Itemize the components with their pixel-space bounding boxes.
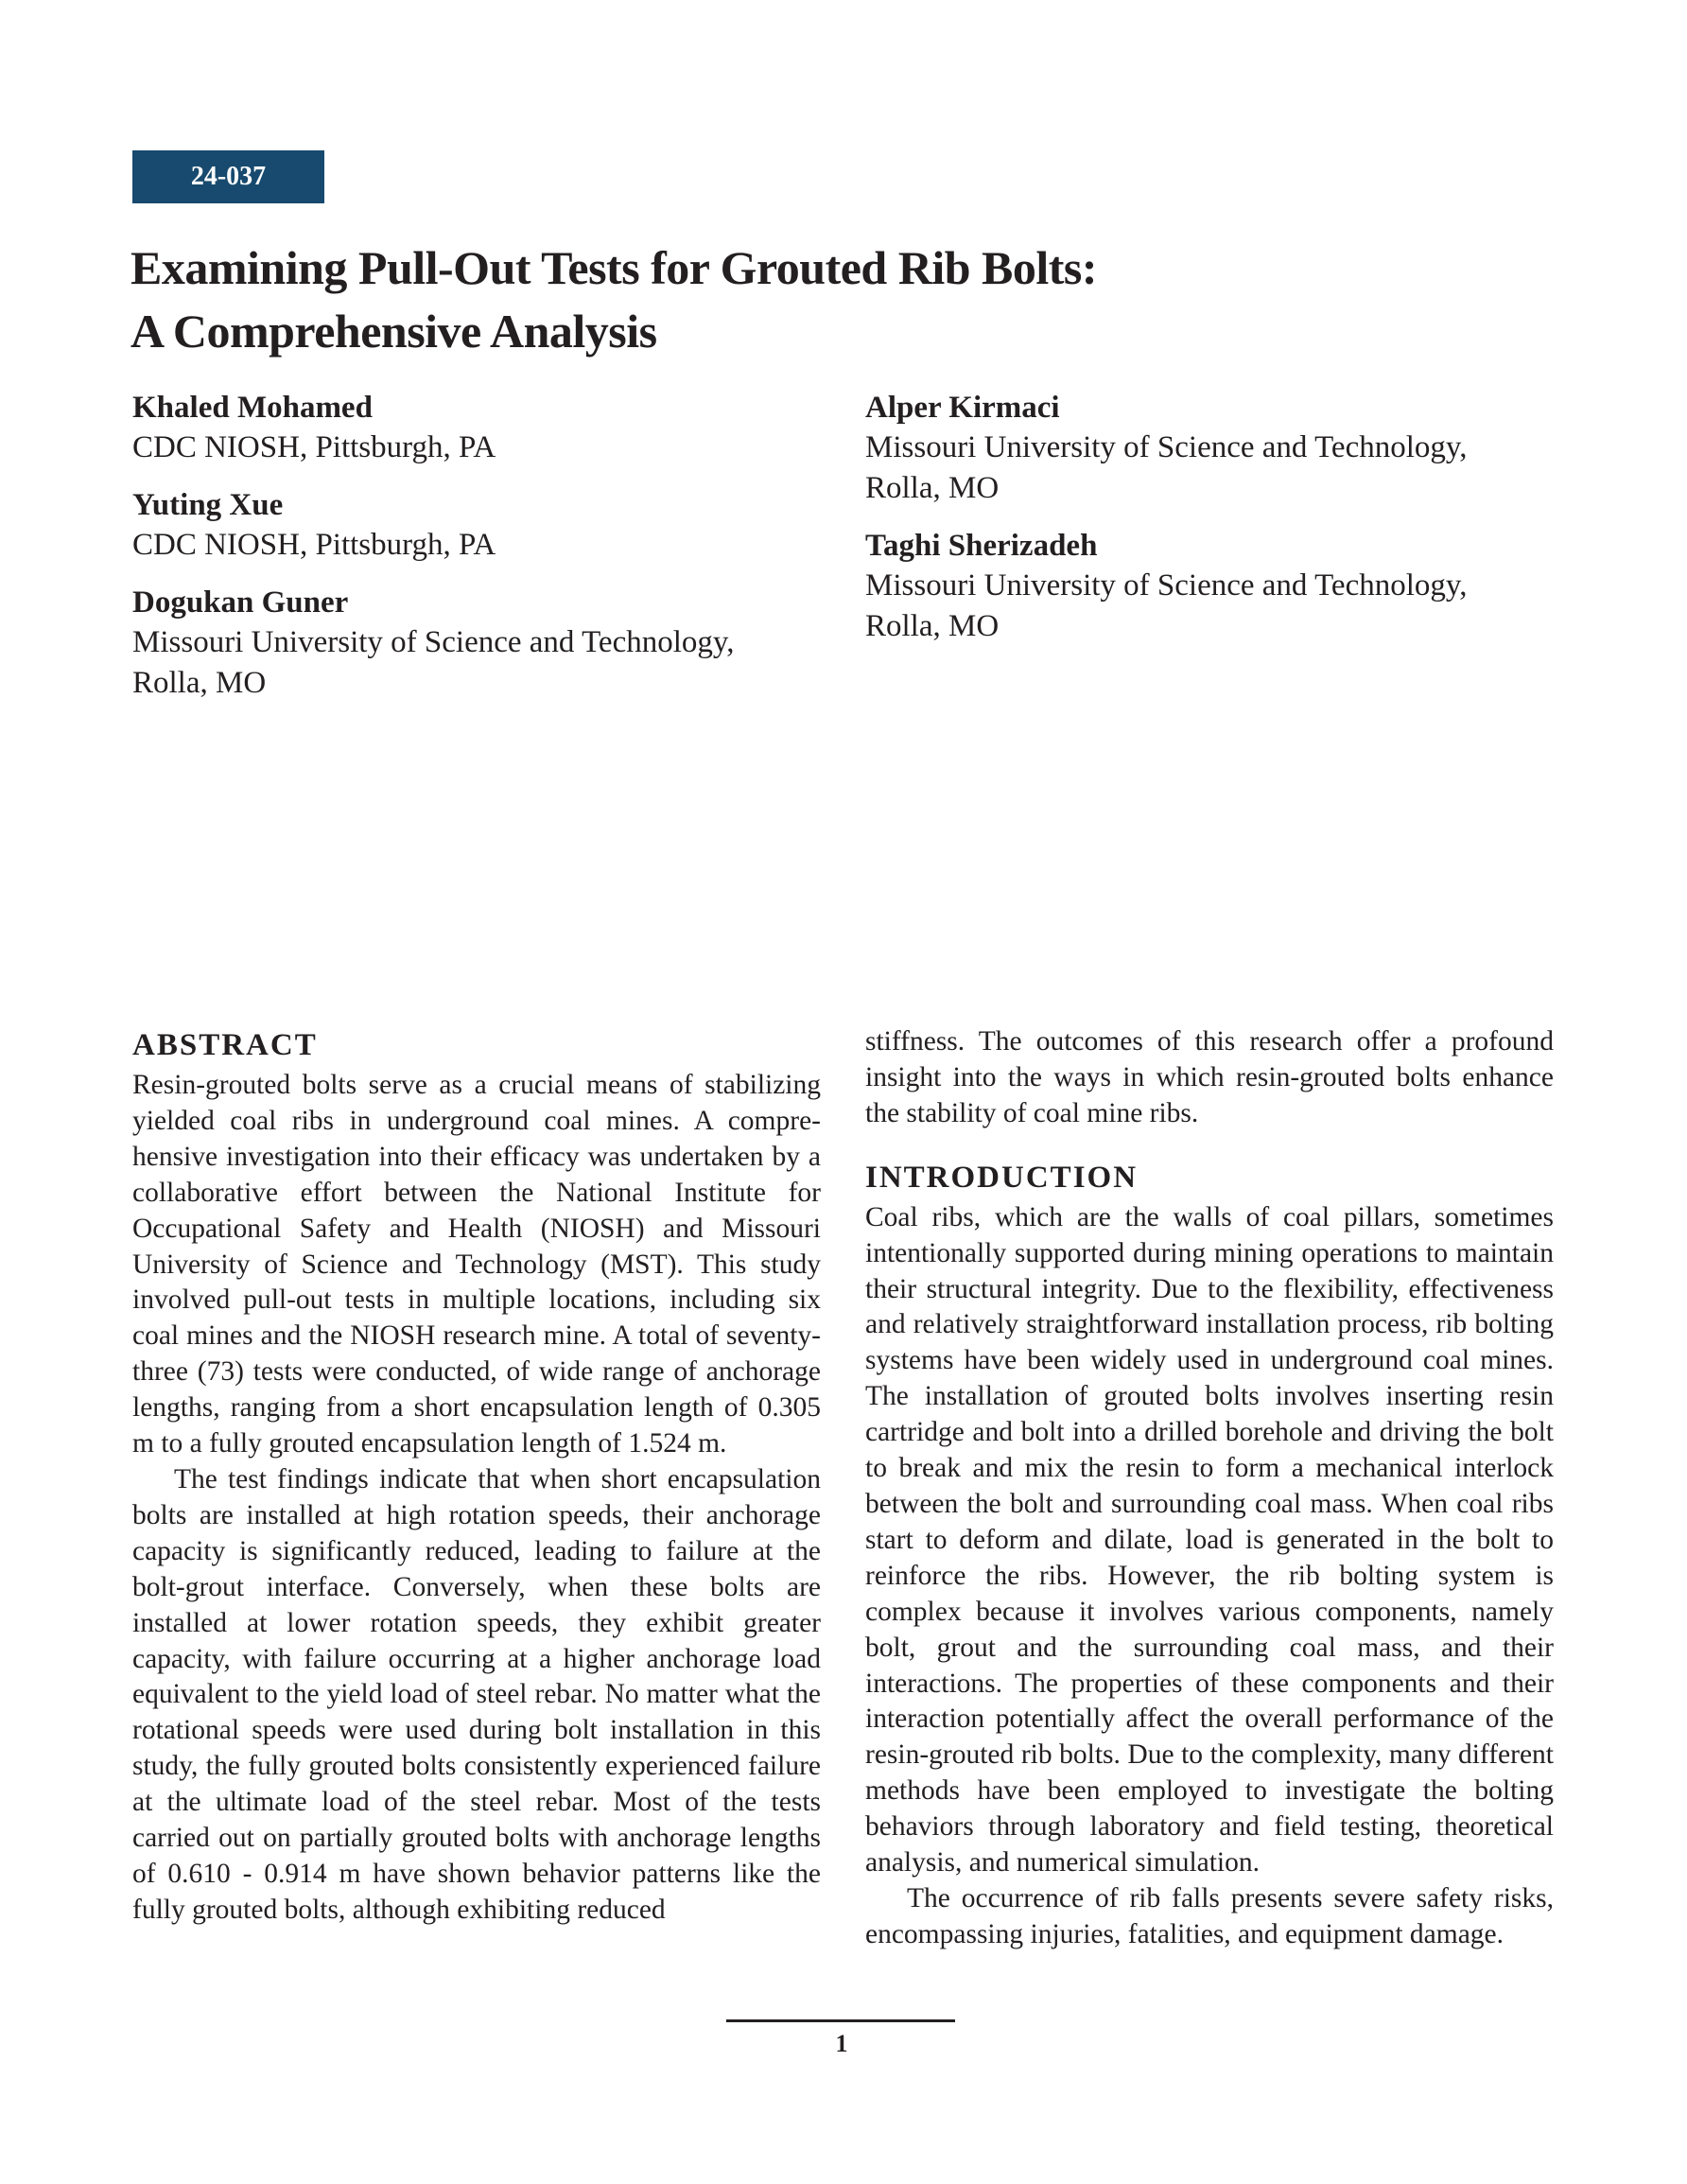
author-name: Alper Kirmaci [865,391,1060,425]
author-affiliation-location: Rolla, MO [865,609,1000,643]
author-block [132,485,813,566]
authors-right-column [865,388,1546,664]
introduction-paragraph-2: The occurrence of rib falls presents severe safety risks, encompassing injuries, fatalities, and equipment damage. [865,1882,1554,1949]
footer-rule [726,2019,955,2022]
author-affiliation: CDC NIOSH, Pittsburgh, PA [132,528,496,562]
left-text-column [132,1024,821,1929]
author-affiliation: CDC NIOSH, Pittsburgh, PA [132,430,496,464]
title-line-1: Examining Pull-Out Tests for Grouted Rib Bolts: [130,241,1098,294]
paper-title [130,236,1549,363]
author-name: Taghi Sherizadeh [865,529,1098,563]
abstract-paragraph-1: Resin-grouted bolts serve as a crucial means of stabilizing yielded coal ribs in underground coal mines. A comprehensive investigation into their efficacy was undertaken by a collaborative effort between the National Institute for Occupational Safety and Health (NIOSH) and Missouri University of Science and Technology (MST). This study involved pull-out tests in multiple locations, including six coal mines and the NIOSH research mine. A total of seventy-three (73) tests were conducted, of wide range of anchorage lengths, ranging from a short encapsulation length of 0.305 m to a fully grouted encapsulation length of 1.524 m. [132,1070,821,1459]
author-block [865,388,1546,509]
introduction-paragraph-1: Coal ribs, which are the walls of coal pillars, sometimes intentionally supported during mining operations to maintain their structural integrity. Due to the flexibility, effectiveness and relatively straightforward installation process, rib bolting systems have been widely used in underground coal mines. The installation of grouted bolts involves inserting resin cartridge and bolt into a drilled borehole and driving the bolt to break and mix the resin to form a mechanical interlock between the bolt and surrounding coal mass. When coal ribs start to deform and dilate, load is generated in the bolt to reinforce the ribs. However, the rib bolting system is complex because it involves various components, namely bolt, grout and the surrounding coal mass, and their interactions. The properties of these components and their interaction potentially affect the overall performance of the resin-grouted rib bolts. Due to the complexity, many different methods have been employed to investigate the bolting behaviors through laboratory and field testing, theoretical analysis, and numerical simulation. [865,1201,1554,1878]
introduction-heading: INTRODUCTION [865,1160,1139,1195]
author-name: Yuting Xue [132,488,284,522]
author-affiliation: Missouri University of Science and Technology, [132,625,735,659]
abstract-continuation: stiffness. The outcomes of this research offer a profound insight into the ways in which resin-grouted bolts enhance the stability of coal mine ribs. [865,1026,1554,1128]
abstract-paragraph-2: The test findings indicate that when short encapsulation bolts are installed at high rotation speeds, their anchorage capacity is significantly reduced, leading to failure at the bolt-grout interface. Conversely, when these bolts are installed at lower rotation speeds, they exhibit greater capacity, with failure occurring at a higher anchorage load equivalent to the yield load of steel rebar. No matter what the rotational speeds were used during bolt installation in this study, the fully grouted bolts consistently experienced failure at the ultimate load of the steel rebar. Most of the tests carried out on partially grouted bolts with anchorage lengths of 0.610 - 0.914 m have shown behavior patterns like the fully grouted bolts, although exhibiting reduced [132,1463,821,1925]
right-text-column [865,1024,1554,1953]
author-affiliation-location: Rolla, MO [865,471,1000,505]
author-name: Dogukan Guner [132,585,349,620]
author-affiliation: Missouri University of Science and Technology, [865,430,1468,464]
author-block [865,526,1546,647]
author-name: Khaled Mohamed [132,391,373,425]
author-block [132,583,813,704]
author-affiliation: Missouri University of Science and Technology, [865,568,1468,603]
author-affiliation-location: Rolla, MO [132,666,267,700]
author-block [132,388,813,468]
page-number: 1 [835,2030,848,2057]
title-line-2: A Comprehensive Analysis [130,305,657,358]
abstract-heading: ABSTRACT [132,1028,318,1062]
paper-id-badge: 24-037 [132,150,324,203]
authors-left-column [132,388,813,721]
